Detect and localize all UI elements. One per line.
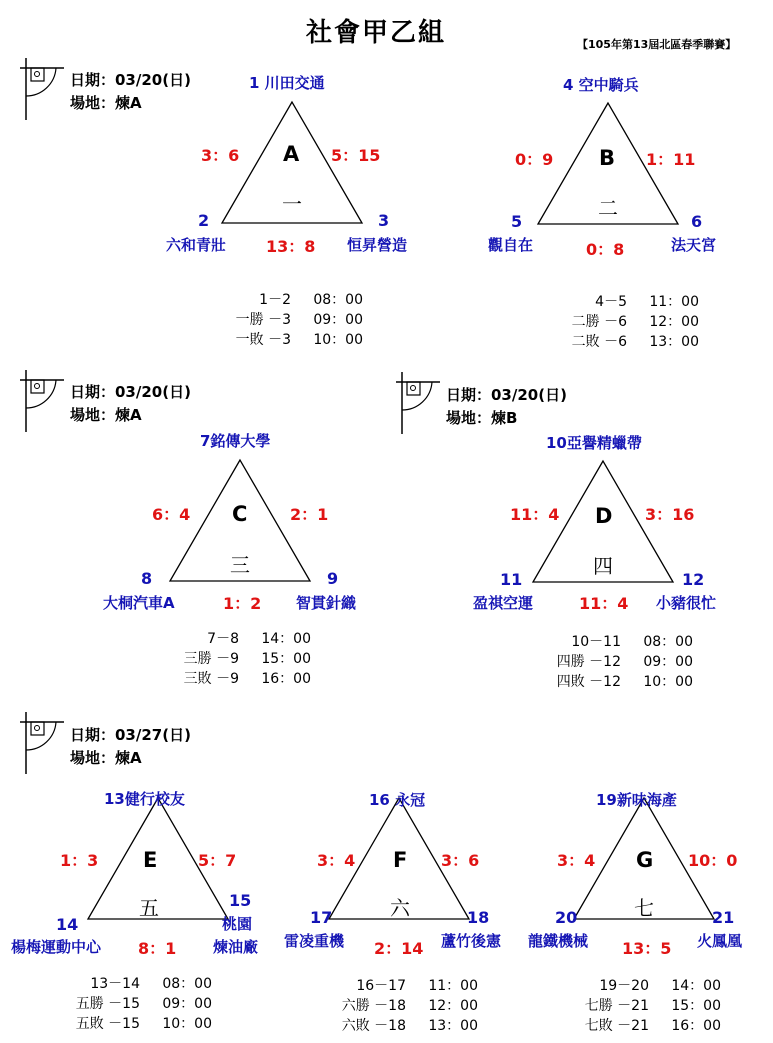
group-a-left-number: 2 [198, 211, 210, 230]
time: 11：00 [649, 294, 699, 310]
venue-text: 場地：煉A [70, 749, 142, 767]
group-d-left-team: 盈祺空運 [473, 594, 534, 612]
group-c-score-bottom: 1：2 [223, 594, 262, 613]
group-a-score-bottom: 13：8 [266, 237, 316, 256]
group-e-score-bottom: 8：1 [138, 939, 177, 958]
time: 09：00 [643, 654, 693, 670]
group-b-right-number: 6 [691, 212, 703, 231]
baseball-field-icon [20, 58, 64, 120]
venue-text: 場地：煉A [70, 406, 142, 424]
date-text: 日期：03/27(日) [70, 726, 191, 744]
date-block-3 [446, 384, 567, 430]
match: 七敗 －21 [584, 1018, 649, 1034]
match: 六敗 －18 [341, 1018, 406, 1034]
match: 二敗 －6 [571, 334, 627, 350]
schedule-row [540, 312, 699, 332]
date-text: 日期：03/20(日) [70, 71, 191, 89]
time: 13：00 [428, 1018, 478, 1034]
group-a-score-right: 5：15 [331, 146, 381, 165]
match: 四敗 －12 [556, 674, 621, 690]
match: 五勝 －15 [75, 996, 140, 1012]
match: 四勝 －12 [556, 654, 621, 670]
group-d-right-team: 小豬很忙 [656, 594, 717, 612]
group-b-score-right: 1：11 [646, 150, 696, 169]
schedule-row [562, 1016, 721, 1036]
schedule-row [540, 332, 699, 352]
time: 14：00 [261, 631, 311, 647]
group-d-top-team: 10亞譽精蠟帶 [546, 434, 642, 452]
group-e-right-team-line1: 桃園 [222, 915, 253, 933]
match: 二勝 －6 [571, 314, 627, 330]
group-e-right-number: 15 [229, 891, 252, 910]
time: 10：00 [162, 1016, 212, 1032]
group-b-right-team: 法天宮 [671, 236, 717, 254]
group-g-right-number: 21 [712, 908, 735, 927]
baseball-field-icon [20, 370, 64, 432]
match: 19－20 [599, 978, 649, 994]
schedule-row [150, 649, 311, 669]
group-g-score-bottom: 13：5 [622, 939, 672, 958]
schedule-row [150, 629, 311, 649]
time: 09：00 [162, 996, 212, 1012]
group-d-left-number: 11 [500, 570, 523, 589]
group-f-chinese-number: 六 [390, 896, 410, 920]
group-f-letter: F [393, 848, 408, 872]
group-d-chinese-number: 四 [593, 554, 613, 578]
match: 一勝 －3 [235, 312, 291, 328]
group-d-score-bottom: 11：4 [579, 594, 629, 613]
time: 12：00 [428, 998, 478, 1014]
group-e-letter: E [143, 848, 158, 872]
group-b-letter: B [599, 146, 616, 170]
schedule-row [200, 330, 363, 350]
group-a-right-number: 3 [378, 211, 390, 230]
schedule-row [562, 976, 721, 996]
baseball-field-icon [396, 372, 440, 434]
date-text: 日期：03/20(日) [70, 383, 191, 401]
group-d-letter: D [595, 504, 613, 528]
schedule-row [318, 976, 478, 996]
group-a-right-team: 恒昇營造 [347, 236, 408, 254]
time: 08：00 [643, 634, 693, 650]
group-g-score-right: 10：0 [688, 851, 738, 870]
match: 1－2 [259, 292, 291, 308]
schedule-row [530, 632, 693, 652]
time: 11：00 [428, 978, 478, 994]
group-f-left-team: 雷凌重機 [284, 932, 345, 950]
group-a-left-team: 六和青壯 [166, 236, 227, 254]
group-b-left-team: 觀自在 [488, 236, 534, 254]
schedule-row [318, 1016, 478, 1036]
schedule-row [530, 652, 693, 672]
group-b-schedule [540, 292, 699, 352]
group-a-top-team: 1 川田交通 [249, 74, 325, 92]
time: 09：00 [313, 312, 363, 328]
venue-text: 場地：煉A [70, 94, 142, 112]
group-d-schedule [530, 632, 693, 692]
group-e-left-number: 14 [56, 915, 79, 934]
match: 三勝 －9 [183, 651, 239, 667]
time: 16：00 [671, 1018, 721, 1034]
group-g-left-team: 龍鐵機械 [528, 932, 589, 950]
group-c-left-team: 大桐汽車A [103, 594, 175, 612]
group-a-score-left: 3：6 [201, 146, 240, 165]
group-f-score-left: 3：4 [317, 851, 356, 870]
group-g-letter: G [636, 848, 654, 872]
schedule-row [150, 669, 311, 689]
group-f-left-number: 17 [310, 908, 333, 927]
group-c-letter: C [232, 502, 248, 526]
group-f-schedule [318, 976, 478, 1036]
time: 15：00 [671, 998, 721, 1014]
group-g-schedule [562, 976, 721, 1036]
schedule-row [200, 310, 363, 330]
schedule-row [50, 994, 212, 1014]
group-b-score-left: 0：9 [515, 150, 554, 169]
group-b-top-team: 4 空中騎兵 [563, 76, 639, 94]
group-c-score-right: 2：1 [290, 505, 329, 524]
group-g-chinese-number: 七 [634, 896, 654, 920]
group-c-schedule [150, 629, 311, 689]
time: 10：00 [313, 332, 363, 348]
time: 14：00 [671, 978, 721, 994]
match: 4－5 [595, 294, 627, 310]
group-a-chinese-number: 一 [282, 192, 302, 216]
group-c-right-number: 9 [327, 569, 339, 588]
group-b-score-bottom: 0：8 [586, 240, 625, 259]
date-block-2 [70, 381, 191, 427]
group-c-score-left: 6：4 [152, 505, 191, 524]
match: 五敗 －15 [75, 1016, 140, 1032]
schedule-row [50, 974, 212, 994]
date-text: 日期：03/20(日) [446, 386, 567, 404]
match: 六勝 －18 [341, 998, 406, 1014]
page-title: 社會甲乙組 [306, 18, 447, 48]
group-f-score-bottom: 2：14 [374, 939, 424, 958]
group-f-score-right: 3：6 [441, 851, 480, 870]
match: 三敗 －9 [183, 671, 239, 687]
group-d-score-left: 11：4 [510, 505, 560, 524]
schedule-row [50, 1014, 212, 1034]
group-f-right-number: 18 [467, 908, 490, 927]
group-b-chinese-number: 二 [598, 196, 618, 220]
group-g-right-team: 火鳳凰 [697, 932, 743, 950]
group-g-score-left: 3：4 [557, 851, 596, 870]
match: 7－8 [207, 631, 239, 647]
group-e-top-team: 13健行校友 [104, 790, 185, 808]
match: 10－11 [571, 634, 621, 650]
group-g-left-number: 20 [555, 908, 578, 927]
group-c-right-team: 智貫針織 [296, 594, 357, 612]
group-c-chinese-number: 三 [230, 553, 250, 577]
group-c-left-number: 8 [141, 569, 153, 588]
schedule-row [200, 290, 363, 310]
time: 12：00 [649, 314, 699, 330]
schedule-row [318, 996, 478, 1016]
schedule-row [530, 672, 693, 692]
time: 16：00 [261, 671, 311, 687]
baseball-field-icon [20, 712, 64, 774]
time: 08：00 [162, 976, 212, 992]
group-e-chinese-number: 五 [139, 896, 159, 920]
date-block-1 [70, 69, 191, 115]
group-c-top-team: 7銘傳大學 [200, 432, 271, 450]
group-d-right-number: 12 [682, 570, 705, 589]
group-e-schedule [50, 974, 212, 1034]
group-e-right-team-line2: 煉油廠 [213, 938, 259, 956]
date-block-4 [70, 724, 191, 770]
match: 一敗 －3 [235, 332, 291, 348]
group-e-score-right: 5：7 [198, 851, 237, 870]
group-d-score-right: 3：16 [645, 505, 695, 524]
group-b-left-number: 5 [511, 212, 523, 231]
schedule-row [562, 996, 721, 1016]
match: 七勝 －21 [584, 998, 649, 1014]
schedule-row [540, 292, 699, 312]
venue-text: 場地：煉B [446, 409, 518, 427]
group-f-right-team: 蘆竹後憲 [441, 932, 502, 950]
time: 13：00 [649, 334, 699, 350]
league-subtitle: 【105年第13屆北區春季聯賽】 [577, 38, 737, 51]
match: 16－17 [356, 978, 406, 994]
match: 13－14 [90, 976, 140, 992]
group-f-top-team: 16 永冠 [369, 791, 426, 809]
time: 10：00 [643, 674, 693, 690]
group-a-schedule [200, 290, 363, 350]
time: 15：00 [261, 651, 311, 667]
group-a-letter: A [283, 142, 300, 166]
group-g-top-team: 19新味海產 [596, 791, 677, 809]
time: 08：00 [313, 292, 363, 308]
group-e-score-left: 1：3 [60, 851, 99, 870]
group-e-left-team: 楊梅運動中心 [11, 938, 102, 956]
